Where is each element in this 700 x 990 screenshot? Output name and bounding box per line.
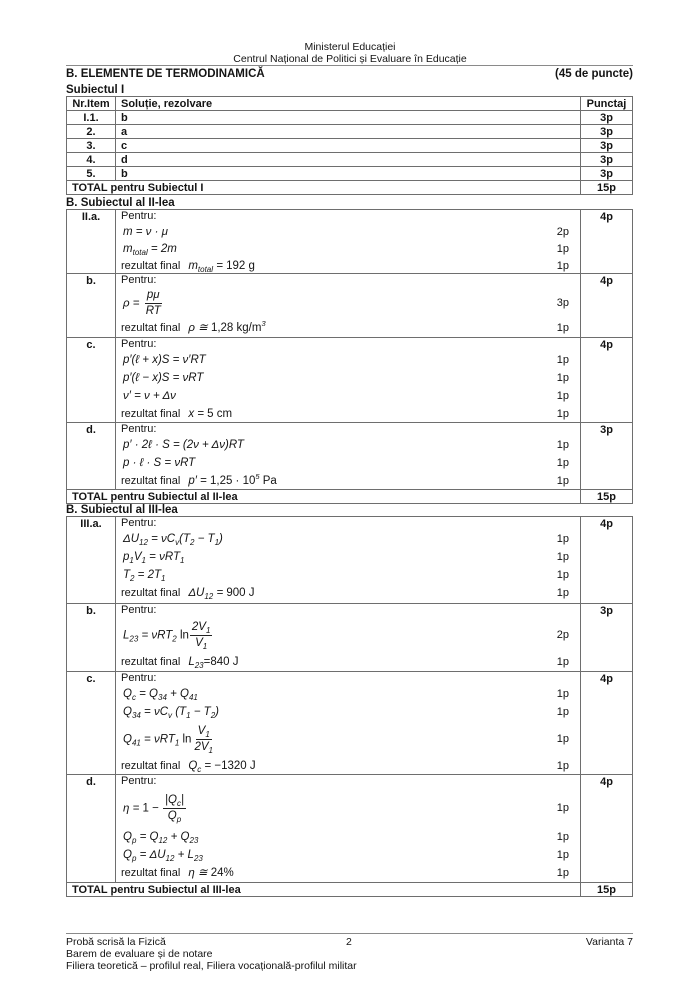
sub-points: 1p (556, 322, 569, 334)
solution-line (116, 584, 580, 602)
formula-subscript: 12 (165, 854, 175, 863)
column-header-item: Nr.Item (67, 97, 116, 110)
formula-subscript: 2 (189, 538, 195, 547)
sub-points: 1p (556, 439, 569, 451)
total-row (67, 490, 632, 504)
formula-text: = νRT (140, 733, 175, 746)
formula-text: p′(ℓ − x)S = νRT (123, 372, 204, 384)
formula-text: Q (123, 733, 132, 746)
result-label: rezultat final (121, 408, 181, 420)
formula-subscript: 1 (179, 556, 185, 565)
formula-text: p′(ℓ + x)S = ν′RT (123, 354, 206, 366)
formula (123, 289, 164, 318)
item-points: 3p (600, 605, 613, 617)
sub-points: 1p (556, 656, 569, 668)
table-row (67, 517, 632, 604)
formula-text: m (188, 259, 198, 272)
formula-subscript: 1 (186, 711, 191, 720)
formula-subscript: 1 (141, 556, 146, 565)
formula (188, 472, 277, 487)
formula-subscript: 1 (205, 729, 210, 739)
subject3-table (66, 516, 633, 897)
formula-text: 2V (194, 740, 209, 753)
formula (123, 243, 177, 255)
solution-line (116, 405, 580, 423)
solution-cell (116, 210, 581, 273)
sub-points: 1p (556, 831, 569, 843)
formula-upright-text: ln (176, 629, 189, 642)
solution-cell (116, 274, 581, 337)
formula-fraction (190, 621, 213, 650)
total-label: TOTAL pentru Subiectul I (67, 181, 581, 194)
formula-subscript: 1 (202, 641, 208, 651)
subject2-table (66, 209, 633, 504)
total-points: 15p (597, 491, 616, 503)
answer: a (116, 125, 581, 138)
formula (123, 706, 219, 718)
item-number: c. (67, 338, 116, 422)
formula (123, 794, 187, 823)
formula-text: L (123, 629, 130, 642)
formula-upright-text: 1,28 kg/m (210, 322, 262, 334)
formula (123, 569, 165, 581)
formula-upright-text: 5 cm (207, 408, 233, 420)
column-header-points: Punctaj (586, 98, 627, 110)
formula-subscript: c (131, 693, 136, 702)
formula-text: Q (123, 831, 132, 843)
formula-subscript: 2 (172, 634, 177, 644)
formula-text: pμ (146, 288, 160, 301)
table-row (67, 604, 632, 672)
formula-text: (T (172, 706, 187, 718)
item-number: 2. (67, 125, 116, 138)
formula-text: ) (215, 706, 219, 718)
sub-points: 3p (556, 297, 569, 309)
answer: c (116, 139, 581, 152)
item-points: 3p (600, 112, 613, 124)
formula (123, 390, 176, 402)
solution-cell (116, 517, 581, 603)
formula-subscript: total (197, 264, 214, 274)
intro-text: Pentru: (121, 210, 157, 222)
solution-line (116, 472, 580, 490)
formula-upright-text: = −1320 J (201, 760, 256, 772)
result-label: rezultat final (121, 259, 181, 272)
formula-text: = νC (147, 533, 176, 545)
formula (188, 760, 255, 772)
table-row (67, 274, 632, 338)
sub-points: 1p (556, 533, 569, 545)
center-name: Centrul Național de Politici și Evaluare în Educație (233, 53, 467, 65)
solution-line (116, 223, 580, 240)
solution-cell (116, 775, 581, 882)
sub-points: 2p (556, 629, 569, 641)
formula-text: = νRT (138, 629, 173, 642)
item-points: 3p (600, 140, 613, 152)
sub-points: 1p (556, 706, 569, 718)
solution-line (116, 703, 580, 721)
subject1-table (66, 96, 633, 195)
total-row (67, 181, 632, 195)
sub-points: 1p (556, 587, 569, 599)
result-label: rezultat final (121, 322, 181, 334)
result-label: rezultat final (121, 867, 181, 879)
solution-line (116, 351, 580, 369)
item-number: 4. (67, 153, 116, 166)
result-label: rezultat final (121, 760, 181, 772)
item-points: 4p (600, 776, 613, 788)
item-number: b. (67, 604, 116, 671)
formula (123, 457, 195, 469)
formula-text: L (188, 656, 195, 668)
footer-rule (66, 933, 633, 934)
sub-points: 2p (556, 225, 569, 238)
sub-points: 1p (556, 849, 569, 861)
formula-text: p′ · 2ℓ · S = (2ν + Δν)RT (123, 439, 244, 451)
table-row (67, 111, 632, 125)
formula-subscript: 1 (214, 538, 220, 547)
item-number: c. (67, 672, 116, 774)
formula-text: ) (219, 533, 223, 545)
formula-subscript: 23 (189, 836, 199, 845)
table-row (67, 423, 632, 490)
table-row (67, 167, 632, 181)
sub-points: 1p (556, 733, 569, 745)
solution-line (116, 240, 580, 257)
formula-text: (T (179, 533, 190, 545)
column-header-solution: Soluție, rezolvare (116, 97, 581, 110)
formula-text: p (123, 551, 130, 563)
formula-text: − T (190, 706, 211, 718)
formula-text: + L (174, 849, 194, 861)
sub-points: 1p (556, 551, 569, 563)
intro-text: Pentru: (121, 274, 157, 286)
item-number: d. (67, 423, 116, 489)
formula-subscript: 41 (131, 738, 141, 748)
intro-text: Pentru: (121, 604, 157, 616)
formula-text: m = ν · μ (123, 225, 168, 238)
formula-subscript: 23 (193, 854, 203, 863)
formula-text: RT (145, 304, 161, 317)
formula-text: T (123, 569, 131, 581)
table-row (67, 139, 632, 153)
track-info: Filiera teoretică – profilul real, Filiera vocațională-profilul militar (66, 960, 357, 972)
solution-line (116, 721, 580, 757)
answer: b (116, 111, 581, 124)
formula-upright-text: 1,25 · 10 (209, 475, 256, 487)
total-row (67, 883, 632, 897)
table-row (67, 338, 632, 423)
result-label: rezultat final (121, 587, 181, 599)
solution-line (116, 653, 580, 671)
formula (188, 408, 232, 420)
table-row (67, 125, 632, 139)
table-header-row (67, 97, 632, 111)
section-points: (45 de puncte) (555, 68, 633, 80)
solution-cell (116, 338, 581, 422)
item-number: I.1. (67, 111, 116, 124)
formula (123, 725, 216, 754)
formula-subscript: v (175, 538, 180, 547)
footer (66, 936, 633, 972)
solution-line (116, 369, 580, 387)
formula-text: = Q (136, 831, 159, 843)
formula-fraction (144, 289, 163, 318)
subject1-title: Subiectul I (66, 84, 125, 96)
sub-points: 1p (556, 390, 569, 402)
table-row (67, 775, 632, 883)
formula-subscript: 12 (158, 836, 168, 845)
item-points: 4p (600, 339, 613, 351)
subject2-title: B. Subiectul al II-lea (66, 197, 175, 209)
item-points: 4p (600, 518, 613, 530)
fraction-numerator (190, 621, 213, 636)
formula-superscript: 5 (255, 472, 260, 481)
formula-text: − T (194, 533, 215, 545)
page-number: 2 (346, 936, 352, 948)
fraction-denominator (144, 304, 163, 318)
formula (123, 688, 198, 700)
formula (123, 621, 213, 650)
formula-text: ρ = (123, 297, 143, 310)
formula-upright-text: 24% (210, 867, 234, 879)
solution-line (116, 548, 580, 566)
formula (123, 533, 223, 545)
formula-text: p · ℓ · S = νRT (123, 457, 196, 469)
formula-subscript: 41 (188, 693, 198, 702)
formula (123, 831, 198, 843)
item-points: 3p (600, 168, 613, 180)
sub-points: 1p (556, 867, 569, 879)
table-row (67, 210, 632, 274)
formula (188, 867, 233, 879)
sub-points: 1p (556, 569, 569, 581)
fraction-numerator (163, 794, 186, 809)
answer: b (116, 167, 581, 180)
formula-subscript: 12 (204, 592, 214, 601)
total-points: 15p (597, 182, 616, 194)
formula-text: + Q (167, 831, 190, 843)
formula-subscript: 34 (131, 711, 141, 720)
formula (123, 372, 203, 384)
formula-subscript: 23 (194, 661, 204, 670)
solution-cell (116, 423, 581, 489)
formula (188, 656, 238, 668)
item-points: 4p (600, 211, 613, 223)
item-number: II.a. (67, 210, 116, 273)
formula-upright-text: 192 g (226, 259, 255, 272)
formula-text: x = (188, 408, 208, 420)
formula-fraction (192, 725, 215, 754)
solution-line (116, 864, 580, 882)
table-row (67, 153, 632, 167)
fraction-denominator (192, 740, 215, 754)
exam-name: Probă scrisă la Fizică (66, 936, 166, 948)
solution-line (116, 846, 580, 864)
sub-points: 1p (556, 354, 569, 366)
sub-points: 1p (556, 760, 569, 772)
formula (123, 849, 203, 861)
formula-text: m (123, 242, 133, 255)
section-heading (66, 68, 633, 81)
formula (123, 354, 206, 366)
formula-text: |Q (165, 793, 177, 806)
formula-text: ΔU (188, 587, 205, 599)
formula-subscript: v (168, 711, 173, 720)
formula-text: η = (123, 802, 143, 815)
formula-subscript: total (132, 247, 148, 257)
formula-subscript: 1 (161, 574, 166, 583)
formula-text: Q (188, 760, 198, 772)
formula-text: = 2m (147, 242, 177, 255)
formula-text: V (195, 636, 203, 649)
variant-label: Varianta 7 (585, 936, 633, 948)
ministry-name: Ministerul Educației (304, 41, 396, 53)
header-rule (66, 65, 633, 66)
document-type: Barem de evaluare și de notare (66, 948, 213, 960)
total-label: TOTAL pentru Subiectul al III-lea (67, 883, 581, 896)
solution-line (116, 685, 580, 703)
formula-subscript: p (176, 814, 182, 824)
formula-fraction (163, 794, 186, 823)
fraction-numerator (145, 289, 162, 304)
solution-cell (116, 672, 581, 774)
solution-line (116, 257, 580, 274)
formula (123, 439, 244, 451)
item-points: 4p (600, 275, 613, 287)
formula-text: ν′ = ν + Δν (123, 390, 176, 402)
formula-text: η ≅ (188, 867, 211, 879)
formula-subscript: 23 (129, 634, 139, 644)
intro-text: Pentru: (121, 775, 157, 787)
formula-subscript: c (197, 765, 202, 774)
sub-points: 1p (556, 408, 569, 420)
subject3-title: B. Subiectul al III-lea (66, 504, 178, 516)
formula-upright-text: Pa (259, 475, 277, 487)
solution-cell (116, 604, 581, 671)
intro-text: Pentru: (121, 672, 157, 684)
formula-subscript: p (131, 836, 137, 845)
formula-subscript: 1 (205, 625, 211, 635)
sub-points: 1p (556, 242, 569, 255)
formula-text: Q (123, 849, 132, 861)
solution-line (116, 566, 580, 584)
formula-text: Q (123, 706, 132, 718)
item-points: 3p (600, 154, 613, 166)
formula (188, 587, 254, 599)
formula (123, 551, 184, 563)
formula-text: 2V (191, 620, 206, 633)
fraction-denominator (166, 809, 183, 823)
formula-upright-text: 1 − (142, 802, 163, 815)
sub-points: 1p (556, 372, 569, 384)
solution-line (116, 617, 580, 653)
formula-upright-text: ln (179, 733, 192, 746)
solution-line (116, 828, 580, 846)
footer-row (66, 936, 633, 948)
formula-superscript: 3 (261, 319, 266, 328)
solution-line (116, 788, 580, 828)
formula-text: ρ ≅ (188, 322, 211, 334)
formula-text: p′ = (188, 475, 210, 487)
formula-text: Q (123, 688, 132, 700)
formula-subscript: c (176, 798, 181, 808)
item-points: 3p (600, 126, 613, 138)
section-title: B. ELEMENTE DE TERMODINAMICĂ (66, 68, 265, 80)
formula-subscript: 1 (208, 745, 213, 755)
formula-text: = (213, 259, 227, 272)
formula (123, 226, 168, 238)
formula-upright-text: 900 J (226, 587, 255, 599)
intro-text: Pentru: (121, 338, 157, 350)
formula-subscript: 1 (129, 556, 134, 565)
formula-text: ΔU (123, 533, 140, 545)
formula-text: = ΔU (136, 849, 166, 861)
formula-subscript: 2 (130, 574, 135, 583)
formula-subscript: 34 (158, 693, 167, 702)
fraction-numerator (196, 725, 212, 740)
solution-line (116, 287, 580, 319)
formula-subscript: 12 (139, 538, 148, 547)
solution-line (116, 530, 580, 548)
solution-line (116, 757, 580, 775)
formula (188, 319, 266, 334)
formula-subscript: 1 (174, 738, 180, 748)
item-points: 3p (600, 424, 613, 436)
formula-text: | (180, 793, 184, 806)
total-label: TOTAL pentru Subiectul al II-lea (67, 490, 581, 503)
table-row (67, 672, 632, 775)
formula (188, 260, 255, 272)
solution-line (116, 436, 580, 454)
item-number: d. (67, 775, 116, 882)
total-points: 15p (597, 884, 616, 896)
intro-text: Pentru: (121, 517, 157, 529)
formula-text: = νRT (145, 551, 180, 563)
sub-points: 1p (556, 688, 569, 700)
formula-text: Q (167, 809, 177, 822)
sub-points: 1p (556, 259, 569, 272)
formula-text: V (133, 551, 142, 563)
result-label: rezultat final (121, 656, 181, 668)
sub-points: 1p (556, 475, 569, 487)
formula-text: + Q (166, 688, 189, 700)
item-number: 5. (67, 167, 116, 180)
formula-text: = Q (135, 688, 159, 700)
item-number: III.a. (67, 517, 116, 603)
item-number: b. (67, 274, 116, 337)
solution-line (116, 454, 580, 472)
formula-subscript: p (131, 854, 137, 863)
sub-points: 1p (556, 802, 569, 814)
formula-upright-text: =840 J (203, 656, 239, 668)
formula-text: V (197, 724, 206, 737)
result-label: rezultat final (121, 475, 181, 487)
item-points: 4p (600, 673, 613, 685)
fraction-denominator (193, 636, 209, 650)
formula-text: = (213, 587, 227, 599)
solution-line (116, 319, 580, 337)
solution-line (116, 387, 580, 405)
sub-points: 1p (556, 457, 569, 469)
answer: d (116, 153, 581, 166)
formula-text: = νC (140, 706, 169, 718)
formula-text: = 2T (134, 569, 162, 581)
formula-subscript: 2 (210, 711, 216, 720)
item-number: 3. (67, 139, 116, 152)
intro-text: Pentru: (121, 423, 157, 435)
